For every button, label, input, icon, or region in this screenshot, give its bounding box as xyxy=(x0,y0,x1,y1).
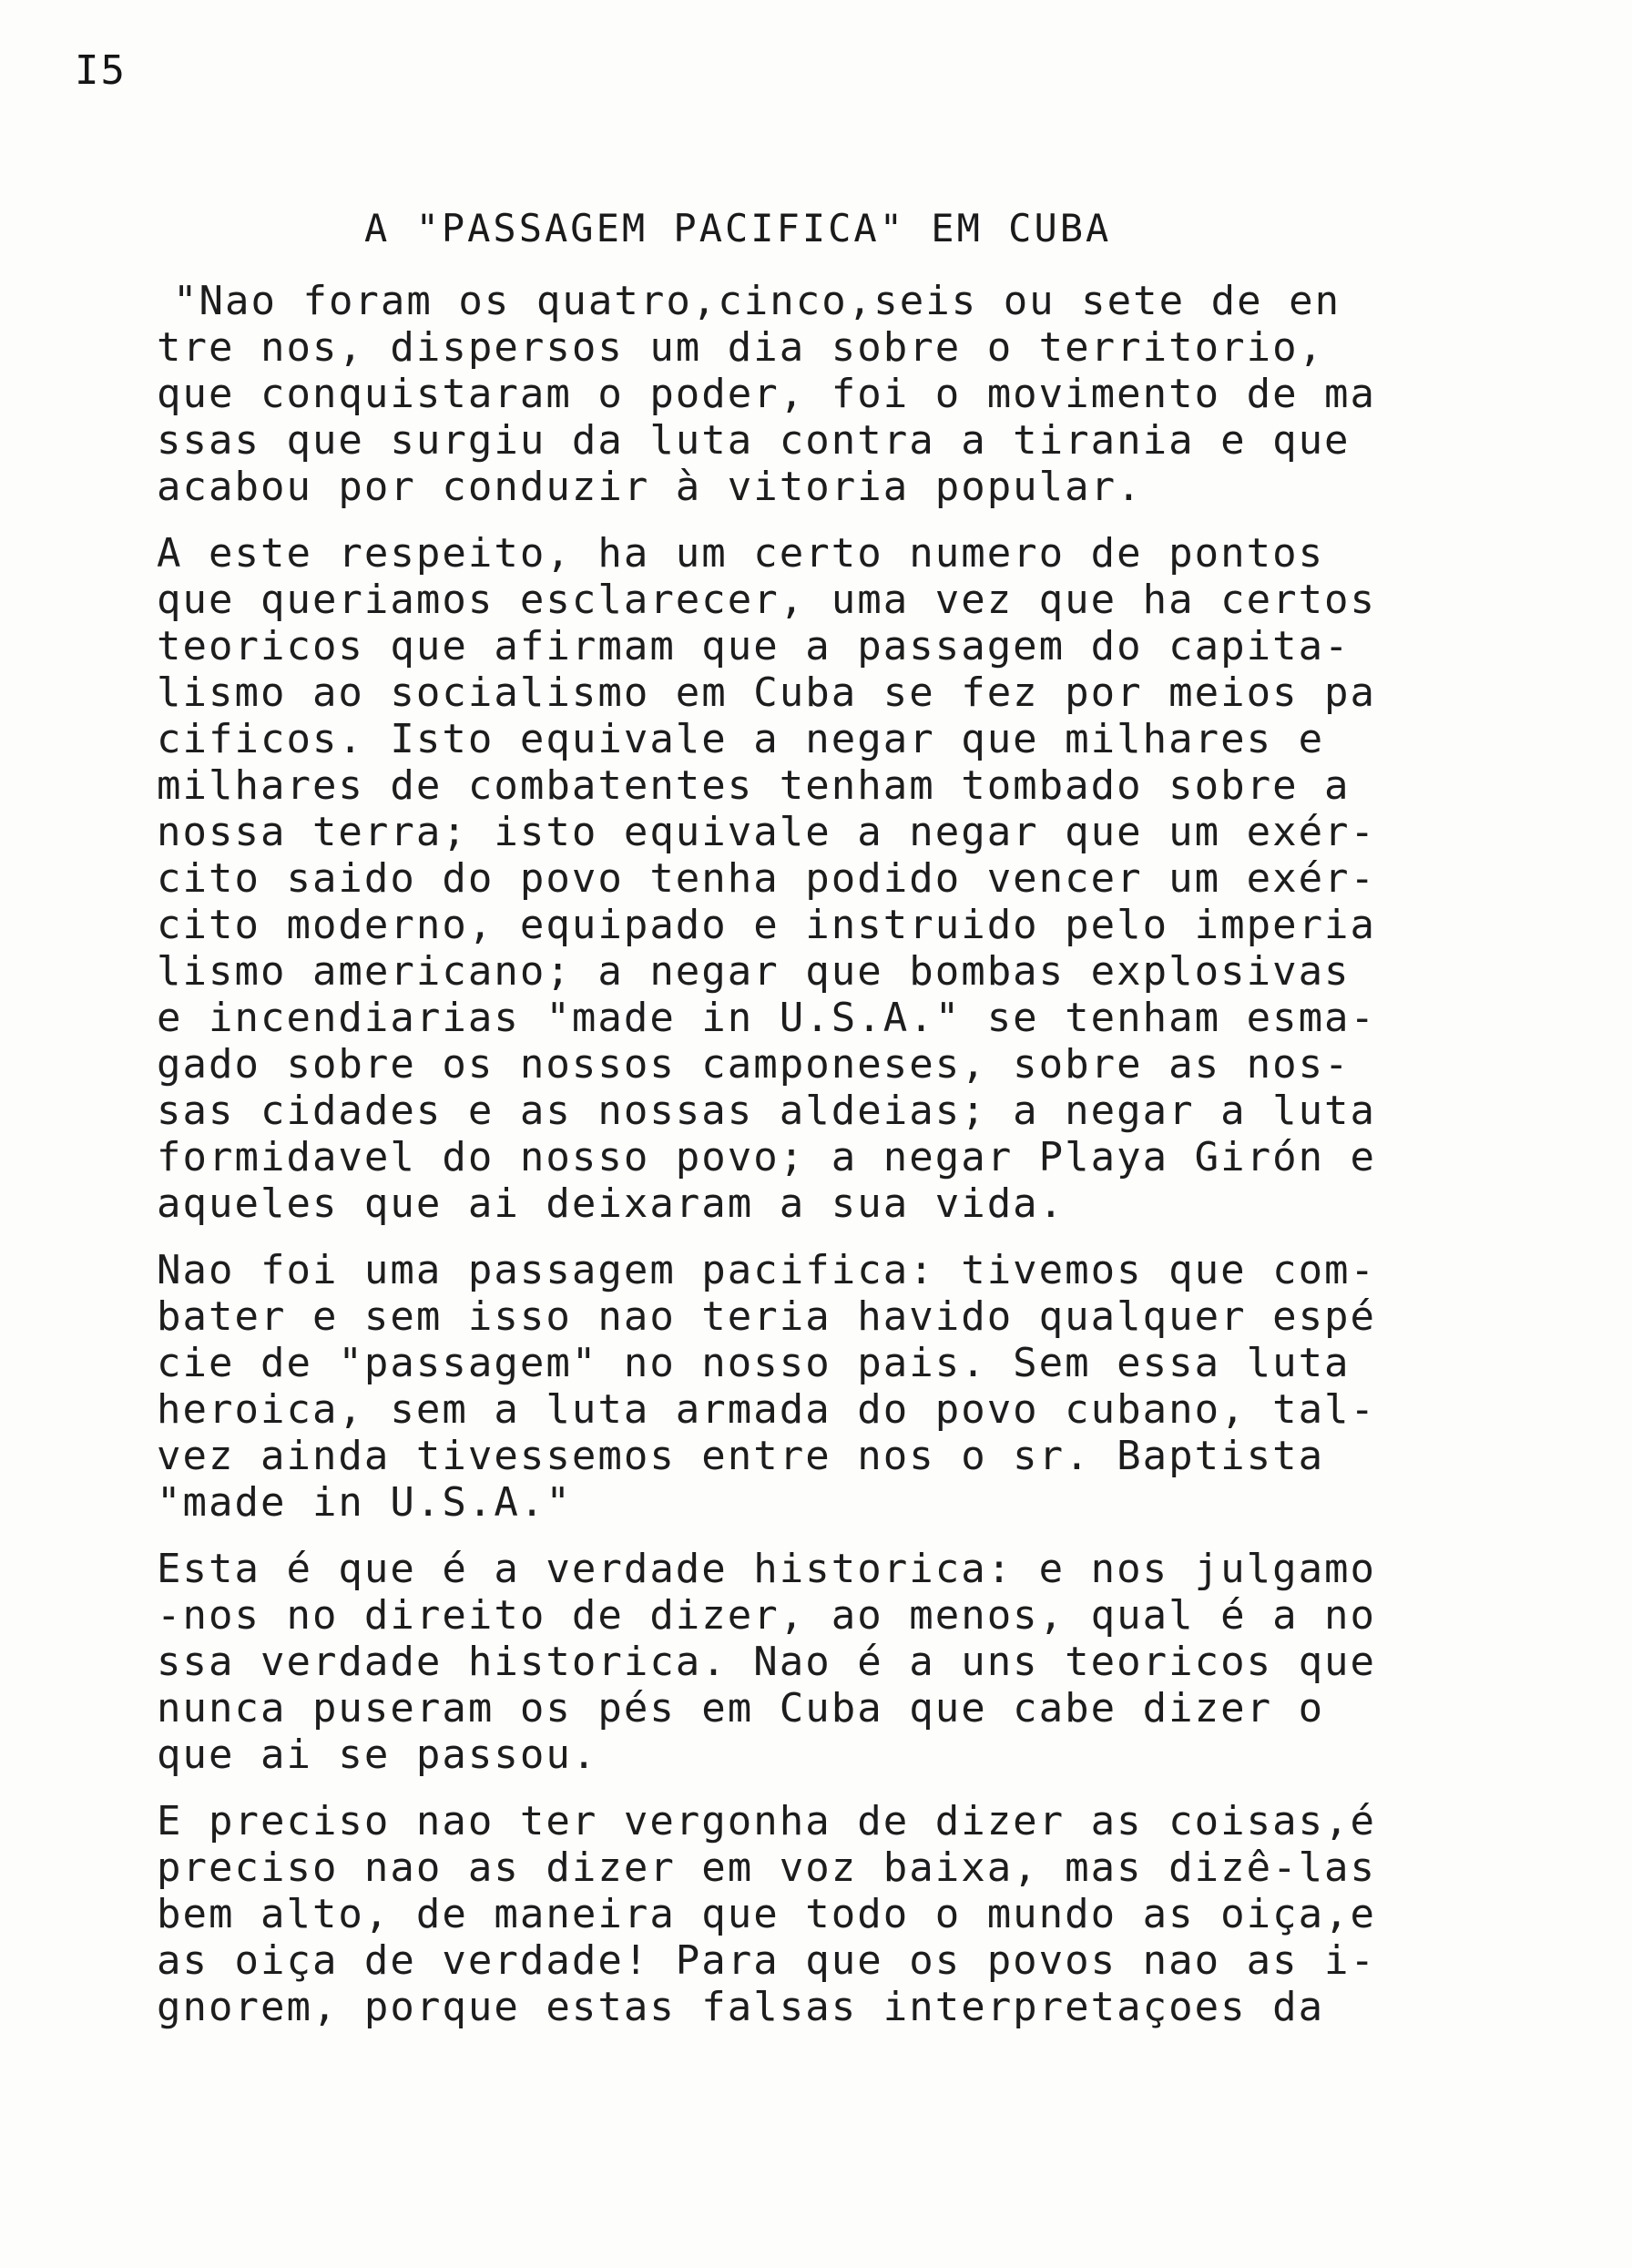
text-line: bem alto, de maneira que todo o mundo as oiça,e xyxy=(157,1891,1377,1937)
text-line: preciso nao as dizer em voz baixa, mas dizê-las xyxy=(157,1844,1377,1891)
text-line: -nos no direito de dizer, ao menos, qual é a no xyxy=(157,1592,1377,1639)
text-line: Esta é que é a verdade historica: e nos julgamo xyxy=(157,1546,1377,1592)
text-line: lismo americano; a negar que bombas explosivas xyxy=(157,948,1351,995)
text-line: cificos. Isto equivale a negar que milhares e xyxy=(157,716,1325,762)
page-number: I5 xyxy=(75,47,127,94)
text-line: Nao foi uma passagem pacifica: tivemos que com- xyxy=(157,1247,1377,1293)
text-line: vez ainda tivessemos entre nos o sr. Baptista xyxy=(157,1433,1325,1479)
text-line: que conquistaram o poder, foi o movimento de ma xyxy=(157,371,1377,417)
text-line: "made in U.S.A." xyxy=(157,1479,572,1526)
text-line: nossa terra; isto equivale a negar que um exér- xyxy=(157,809,1377,855)
paragraph-speak-loudly xyxy=(157,1798,1486,2030)
text-line: gado sobre os nossos camponeses, sobre as nos- xyxy=(157,1041,1351,1088)
text-line: formidavel do nosso povo; a negar Playa Girón e xyxy=(157,1134,1377,1180)
text-line: lismo ao socialismo em Cuba se fez por meios pa xyxy=(157,669,1377,716)
paragraph-historic-truth xyxy=(157,1546,1486,1778)
text-line: heroica, sem a luta armada do povo cubano, tal- xyxy=(157,1386,1377,1433)
text-line: que ai se passou. xyxy=(157,1732,598,1778)
text-line: sas cidades e as nossas aldeias; a negar a luta xyxy=(157,1088,1377,1134)
text-line: que queriamos esclarecer, uma vez que ha certos xyxy=(157,577,1377,623)
text-line: aqueles que ai deixaram a sua vida. xyxy=(157,1180,1066,1227)
text-line: ssa verdade historica. Nao é a uns teoricos que xyxy=(157,1639,1377,1685)
text-line: teoricos que afirmam que a passagem do capita- xyxy=(157,623,1351,669)
text-line: cito moderno, equipado e instruido pelo imperia xyxy=(157,902,1377,948)
text-line: cie de "passagem" no nosso pais. Sem essa luta xyxy=(157,1340,1351,1386)
text-line: nunca puseram os pés em Cuba que cabe dizer o xyxy=(157,1685,1325,1732)
text-line: acabou por conduzir à vitoria popular. xyxy=(157,464,1143,510)
page-title: A "PASSAGEM PACIFICA" EM CUBA xyxy=(364,206,1112,250)
paragraph-quote-intro xyxy=(157,278,1486,510)
text-line: as oiça de verdade! Para que os povos nao as i- xyxy=(157,1937,1377,1984)
text-line: cito saido do povo tenha podido vencer um exér- xyxy=(157,855,1377,902)
text-line: E preciso nao ter vergonha de dizer as coisas,é xyxy=(157,1798,1377,1844)
text-line: "Nao foram os quatro,cinco,seis ou sete de en xyxy=(173,278,1341,324)
paragraph-theorists xyxy=(157,530,1486,1227)
text-line: milhares de combatentes tenham tombado sobre a xyxy=(157,762,1351,809)
text-line: e incendiarias "made in U.S.A." se tenham esma- xyxy=(157,995,1377,1041)
text-line: tre nos, dispersos um dia sobre o territorio, xyxy=(157,324,1325,371)
text-line: gnorem, porque estas falsas interpretaçoes da xyxy=(157,1984,1325,2030)
paragraph-not-peaceful xyxy=(157,1247,1486,1526)
text-line: bater e sem isso nao teria havido qualquer espé xyxy=(157,1293,1377,1340)
text-line: ssas que surgiu da luta contra a tirania e que xyxy=(157,417,1351,464)
body-text xyxy=(157,278,1486,2050)
text-line: A este respeito, ha um certo numero de pontos xyxy=(157,530,1325,577)
